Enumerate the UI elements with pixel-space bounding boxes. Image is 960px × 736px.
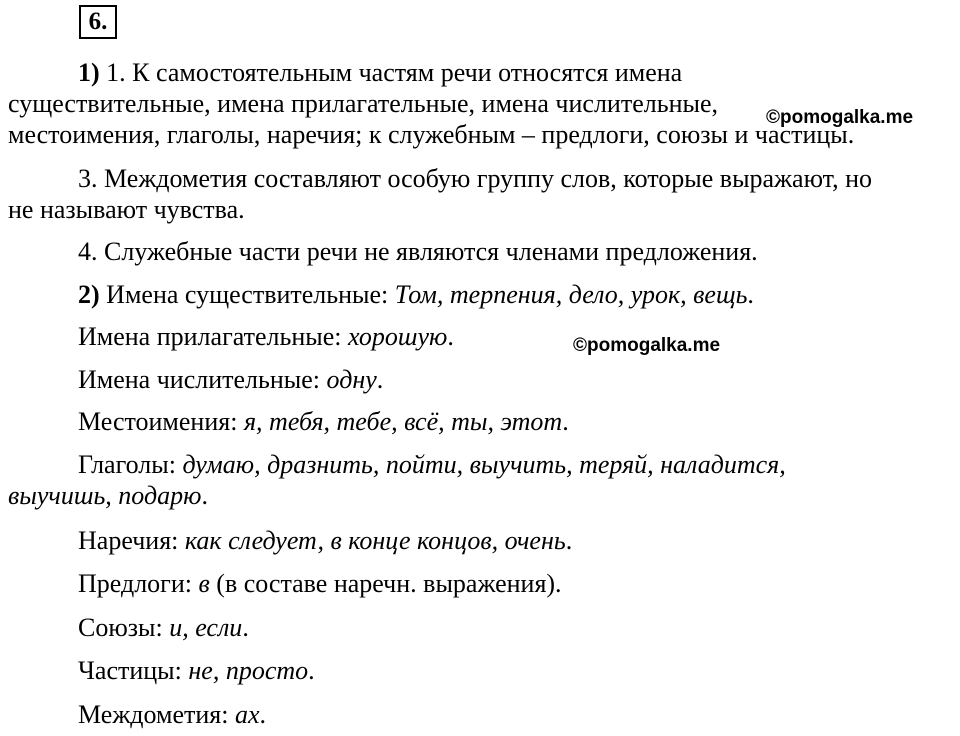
adverbs-words: как следует, в конце концов, очень	[184, 526, 566, 555]
prepositions-label: Предлоги:	[78, 569, 199, 598]
interjections-label: Междометия:	[78, 700, 235, 729]
paragraph-1-line-2: существительные, имена прилагательные, имена числительные,	[8, 89, 718, 118]
part-1-marker: 1)	[78, 58, 100, 87]
verbs-line-2	[8, 481, 208, 511]
adverbs-label: Наречия:	[78, 526, 185, 555]
paragraph-3-line-2: не называют чувства.	[8, 195, 245, 224]
paragraph-4: 4. Служебные части речи не являются членами предложения.	[78, 237, 758, 266]
conjunctions-words: и, если	[169, 613, 243, 642]
numerals-label: Имена числительные:	[78, 365, 327, 394]
particles-end: .	[308, 656, 315, 685]
paragraph-1-line-1	[78, 58, 682, 88]
pronouns-label: Местоимения:	[78, 407, 244, 436]
nouns-line	[78, 280, 754, 310]
verbs-words-1: думаю, дразнить, пойти, выучить, теряй, наладится,	[182, 450, 786, 479]
watermark-top-right: ©pomogalka.me	[766, 107, 914, 128]
pronouns-end: .	[562, 407, 569, 436]
prepositions-note: (в составе наречн. выражения).	[209, 569, 562, 598]
nouns-words: Том, терпения, дело, урок, вещь	[394, 280, 748, 309]
interjections-words: ах	[234, 700, 260, 729]
paragraph-1-text-1: 1. К самостоятельным частям речи относятся имена	[99, 58, 683, 87]
conjunctions-line	[78, 613, 249, 643]
prepositions-line	[78, 569, 562, 599]
adverbs-end: .	[565, 526, 573, 555]
verbs-end: .	[201, 481, 208, 510]
conjunctions-label: Союзы:	[78, 613, 170, 642]
conjunctions-end: .	[242, 613, 249, 642]
verbs-line-1	[78, 450, 786, 480]
adjectives-line	[78, 322, 454, 352]
adjectives-label: Имена прилагательные:	[78, 322, 348, 351]
particles-label: Частицы:	[78, 656, 189, 685]
verbs-label: Глаголы:	[78, 450, 183, 479]
adjectives-end: .	[447, 322, 454, 351]
interjections-line	[78, 700, 266, 730]
task-number: 6.	[79, 5, 117, 39]
interjections-end: .	[259, 700, 267, 729]
watermark-center: ©pomogalka.me	[573, 335, 721, 356]
numerals-end: .	[376, 365, 384, 394]
paragraph-3-line-1: 3. Междометия составляют особую группу слов, которые выражают, но	[78, 164, 872, 193]
pronouns-line	[78, 407, 569, 437]
part-2-marker: 2)	[78, 280, 100, 309]
particles-words: не, просто	[188, 656, 309, 685]
numerals-line	[78, 365, 383, 395]
prepositions-words: в	[198, 569, 210, 598]
adjectives-words: хорошую	[347, 322, 448, 351]
numerals-words: одну	[326, 365, 377, 394]
nouns-label: Имена существительные:	[99, 280, 395, 309]
particles-line	[78, 656, 315, 686]
paragraph-1-line-3: местоимения, глаголы, наречия; к служебным – предлоги, союзы и частицы.	[8, 120, 855, 149]
verbs-words-2: выучишь, подарю	[8, 481, 202, 510]
pronouns-words: я, тебя, тебе, всё, ты, этот	[243, 407, 563, 436]
nouns-end: .	[747, 280, 754, 309]
adverbs-line	[78, 526, 572, 556]
